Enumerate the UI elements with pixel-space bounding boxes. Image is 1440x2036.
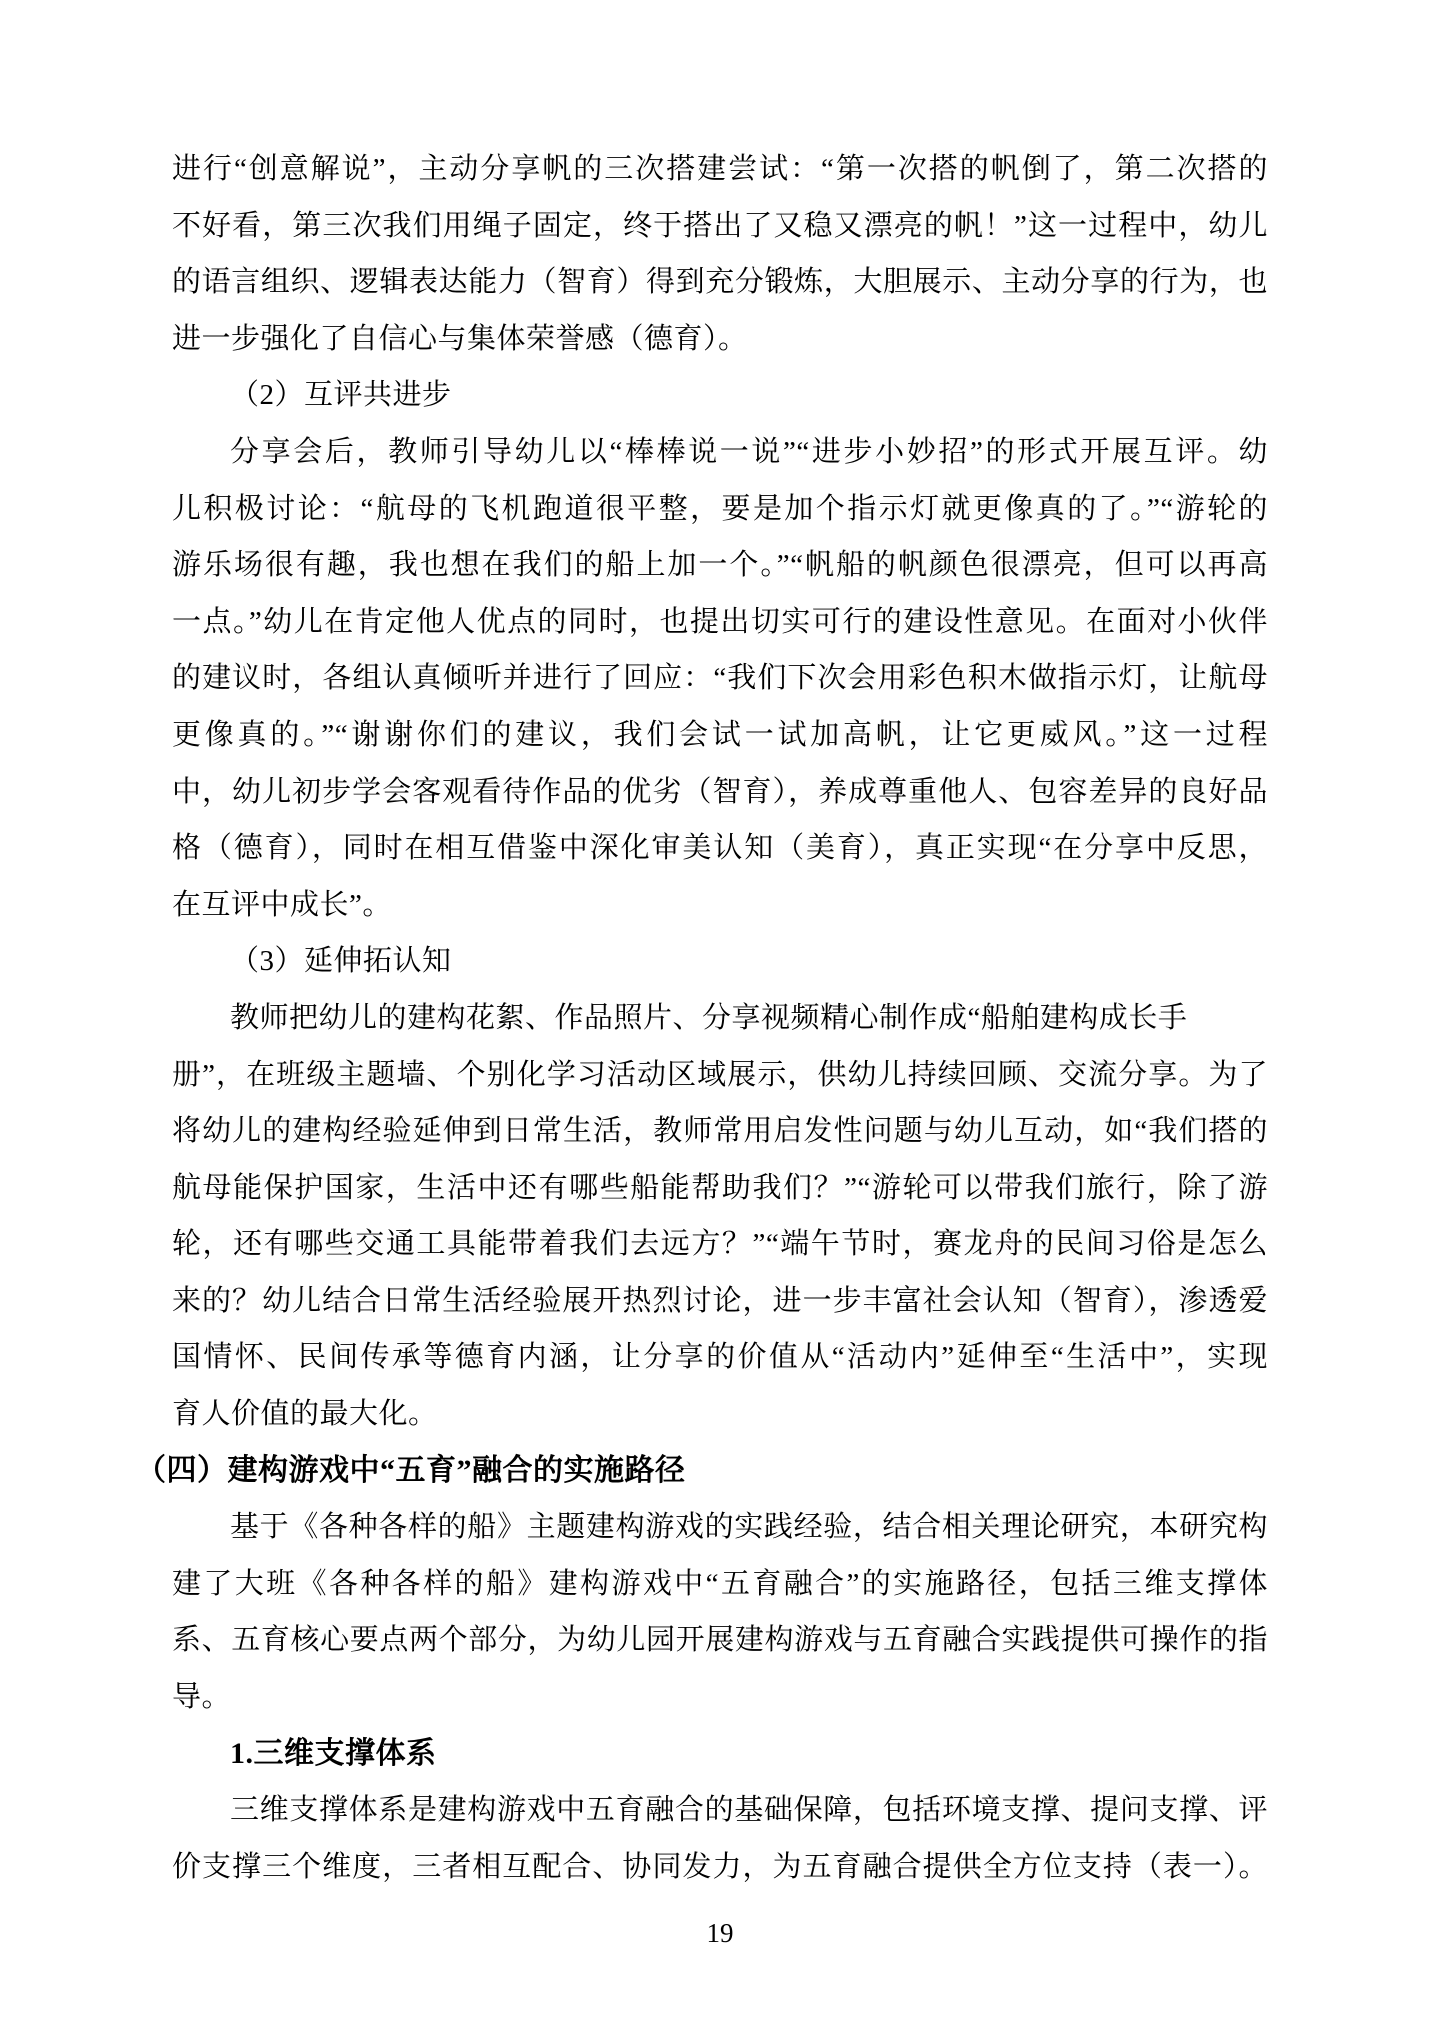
text-line: 三维支撑体系是建构游戏中五育融合的基础保障，包括环境支撑、提问支撑、评 (230, 1794, 1268, 1827)
text-line: 儿积极讨论：“航母的飞机跑道很平整，要是加个指示灯就更像真的了。”“游轮的 (172, 492, 1268, 525)
text-line: 将幼儿的建构经验延伸到日常生活，教师常用启发性问题与幼儿互动，如“我们搭的 (172, 1115, 1268, 1148)
text-line: 一点。”幼儿在肯定他人优点的同时，也提出切实可行的建设性意见。在面对小伙伴 (172, 605, 1268, 638)
text-line: 国情怀、民间传承等德育内涵，让分享的价值从“活动内”延伸至“生活中”，实现 (172, 1341, 1268, 1374)
sub-heading: 1.三维支撑体系 (230, 1736, 437, 1770)
text-line: 进一步强化了自信心与集体荣誉感（德育）。 (172, 322, 748, 355)
text-line: 分享会后，教师引导幼儿以“棒棒说一说”“进步小妙招”的形式开展互评。幼 (230, 435, 1268, 468)
text-line: 建了大班《各种各样的船》建构游戏中“五育融合”的实施路径，包括三维支撑体 (172, 1567, 1268, 1600)
text-line: （2）互评共进步 (230, 379, 452, 412)
text-line: 来的？幼儿结合日常生活经验展开热烈讨论，进一步丰富社会认知（智育），渗透爱 (172, 1284, 1268, 1317)
text-line: 在互评中成长”。 (172, 888, 392, 921)
text-line: 不好看，第三次我们用绳子固定，终于搭出了又稳又漂亮的帆！”这一过程中，幼儿 (172, 209, 1268, 242)
text-line: 进行“创意解说”，主动分享帆的三次搭建尝试：“第一次搭的帆倒了，第二次搭的 (172, 153, 1268, 185)
text-line: 系、五育核心要点两个部分，为幼儿园开展建构游戏与五育融合实践提供可操作的指 (172, 1624, 1268, 1657)
text-line: 的语言组织、逻辑表达能力（智育）得到充分锻炼，大胆展示、主动分享的行为，也 (172, 266, 1268, 299)
text-block (136, 141, 1268, 1895)
text-line: 更像真的。”“谢谢你们的建议，我们会试一试加高帆，让它更威风。”这一过程 (172, 718, 1268, 751)
text-line: 游乐场很有趣，我也想在我们的船上加一个。”“帆船的帆颜色很漂亮，但可以再高 (172, 549, 1268, 582)
text-line: 格（德育），同时在相互借鉴中深化审美认知（美育），真正实现“在分享中反思， (172, 832, 1268, 865)
text-line: 价支撑三个维度，三者相互配合、协同发力，为五育融合提供全方位支持（表一）。 (172, 1850, 1268, 1883)
text-line: 育人价值的最大化。 (172, 1398, 438, 1431)
text-line: 航母能保护国家，生活中还有哪些船能帮助我们？”“游轮可以带我们旅行，除了游 (172, 1171, 1268, 1204)
text-line: 导。 (172, 1681, 232, 1714)
text-line: 中，幼儿初步学会客观看待作品的优劣（智育），养成尊重他人、包容差异的良好品 (172, 775, 1268, 808)
page-number: 19 (706, 1918, 734, 1948)
text-line: 基于《各种各样的船》主题建构游戏的实践经验，结合相关理论研究，本研究构 (230, 1511, 1268, 1544)
text-line: 的建议时，各组认真倾听并进行了回应：“我们下次会用彩色积木做指示灯，让航母 (172, 662, 1268, 695)
text-line: 册”，在班级主题墙、个别化学习活动区域展示，供幼儿持续回顾、交流分享。为了 (172, 1058, 1268, 1091)
text-line: 教师把幼儿的建构花絮、作品照片、分享视频精心制作成“船舶建构成长手 (230, 1001, 1188, 1034)
text-line: 轮，还有哪些交通工具能带着我们去远方？”“端午节时，赛龙舟的民间习俗是怎么 (172, 1228, 1268, 1261)
section-heading: （四）建构游戏中“五育”融合的实施路径 (136, 1453, 686, 1487)
text-line: （3）延伸拓认知 (230, 945, 452, 978)
